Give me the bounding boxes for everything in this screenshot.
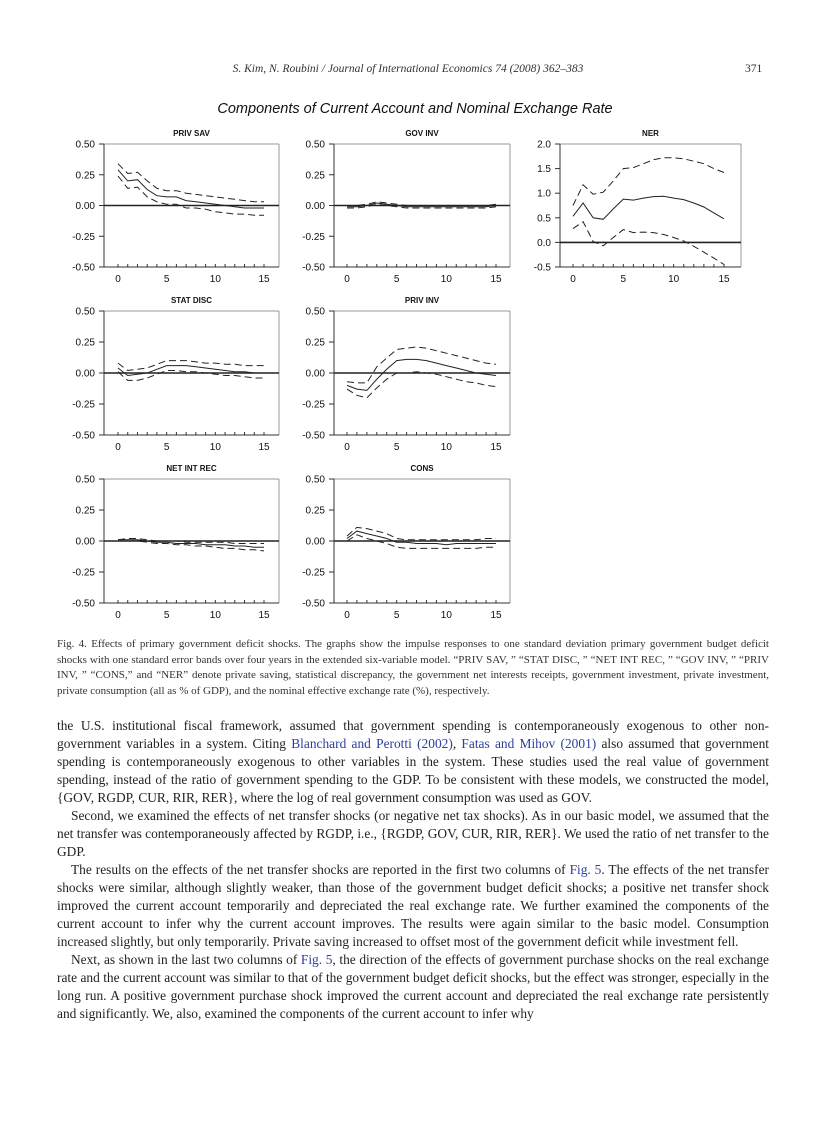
x-tick-label: 15: [490, 610, 502, 621]
y-tick-label: 0.25: [75, 170, 95, 182]
upper-band-line: [347, 527, 496, 539]
y-tick-label: 0.0: [537, 237, 551, 249]
y-tick-label: 0.5: [537, 213, 551, 225]
y-tick-label: 0.25: [305, 170, 325, 182]
x-tick-label: 10: [668, 274, 680, 285]
y-tick-label: -0.50: [302, 598, 325, 610]
y-tick-label: -0.5: [533, 262, 551, 274]
x-tick-label: 0: [344, 610, 350, 621]
citation-link[interactable]: Blanchard and Perotti (2002): [291, 736, 453, 751]
x-tick-label: 10: [440, 610, 452, 621]
y-tick-label: -0.25: [302, 567, 325, 579]
y-tick-label: -0.50: [72, 430, 95, 442]
response-line: [347, 531, 496, 545]
y-tick-label: 1.5: [537, 164, 551, 176]
panel-priv-inv: [302, 296, 510, 453]
panel-title: GOV INV: [405, 129, 439, 138]
y-tick-label: 0.00: [75, 201, 95, 212]
x-tick-label: 0: [344, 274, 350, 285]
y-tick-label: 0.00: [305, 201, 325, 212]
y-tick-label: 2.0: [537, 139, 551, 151]
body-text: [57, 717, 769, 1023]
x-tick-label: 5: [620, 274, 627, 285]
text: , the direction of the effects of government purchase shocks on the real exchange rate and the current account was similar to that of the government budget deficit shocks, but the effect was stronger, especially in the long run. A positive government purchase shock improved the current account and depreciated the real exchange rate persistently and significantly. We, also, examined the components of the current account to infer why: [57, 952, 769, 1021]
figure-caption: Fig. 4. Effects of primary government deficit shocks. The graphs show the impulse responses to one standard deviation primary government budget deficit shocks with one standard error bands over four years in the extended six-variable model. “PRIV SAV, ” “STAT DISC, ” “NET INT REC, ” “GOV INV, ” “PRIV INV, ” “CONS,” and “NER” denote private saving, statistical discrepancy, the government net interests receipts, government investment, private investment, private consumption (all as % of GDP), and the nominal effective exchange rate (%), respectively.: [57, 638, 769, 697]
y-tick-label: 0.50: [75, 306, 95, 318]
upper-band-line: [573, 158, 724, 206]
figure-link[interactable]: Fig. 5: [569, 862, 602, 877]
y-tick-label: -0.25: [302, 231, 325, 243]
text: . The effects of the net transfer shocks were similar, although slightly weaker, than those of the government budget deficit shocks; a positive net transfer shock improved the current account temporarily and depreciated the real exchange rate. We further examined the components of the current account to infer why the current account improves. The results were again similar to the basic model. Consumption increased slightly, but only temporarily. Private saving increased to offset most of the government deficit while investment fell.: [57, 862, 769, 949]
panel-title: PRIV SAV: [173, 129, 210, 138]
text: ,: [452, 736, 462, 751]
running-header: S. Kim, N. Roubini / Journal of International Economics 74 (2008) 362–383: [232, 63, 584, 75]
response-line: [347, 359, 496, 390]
x-tick-label: 10: [209, 274, 221, 285]
y-tick-label: 0.25: [75, 505, 95, 517]
x-tick-label: 10: [209, 442, 221, 453]
panel-stat-disc: [72, 296, 279, 453]
y-tick-label: -0.50: [72, 598, 95, 610]
x-tick-label: 5: [393, 610, 400, 621]
citation-link[interactable]: Fatas and Mihov (2001): [461, 736, 597, 751]
panel-cons: [302, 464, 510, 621]
x-tick-label: 10: [440, 274, 452, 285]
x-tick-label: 5: [393, 442, 400, 453]
x-tick-label: 0: [115, 274, 121, 285]
x-tick-label: 15: [258, 274, 270, 285]
panel-title: NER: [642, 129, 659, 138]
text: the U.S. institutional fiscal framework, assumed that government spending is contemporaneously exogenous to other non-government variables in a system. Citing: [57, 718, 769, 751]
x-tick-label: 15: [490, 274, 502, 285]
x-tick-label: 0: [344, 442, 350, 453]
y-tick-label: 0.50: [305, 306, 325, 318]
x-tick-label: 15: [490, 442, 502, 453]
y-tick-label: -0.50: [72, 262, 95, 274]
x-tick-label: 15: [258, 442, 270, 453]
panel-ner: [534, 129, 741, 285]
y-tick-label: 0.50: [75, 139, 95, 151]
x-tick-label: 15: [258, 610, 270, 621]
panel-title: NET INT REC: [166, 464, 217, 473]
paragraph-3: [57, 861, 769, 951]
response-line: [573, 196, 724, 219]
text: The results on the effects of the net transfer shocks are reported in the first two columns of: [71, 862, 570, 877]
page-number: 371: [745, 63, 763, 75]
panel-title: STAT DISC: [170, 296, 213, 305]
figure-title: Components of Current Account and Nominal Exchange Rate: [217, 101, 613, 117]
panel-title: CONS: [410, 464, 434, 473]
y-tick-label: -0.25: [72, 567, 95, 579]
text: Next, as shown in the last two columns of: [71, 952, 301, 967]
x-tick-label: 5: [163, 442, 170, 453]
panel-gov-inv: [302, 129, 510, 285]
y-tick-label: 0.50: [75, 474, 95, 486]
response-line: [118, 366, 264, 376]
y-tick-label: -0.25: [72, 231, 95, 243]
upper-band-line: [118, 361, 264, 371]
x-tick-label: 0: [115, 442, 121, 453]
paragraph-2: Second, we examined the effects of net transfer shocks (or negative net tax shocks). As in our basic model, we assumed that the net transfer was contemporaneously affected by RGDP, i.e., {RGDP, GOV, CUR, RIR, RER}. We used the ratio of net transfer to the GDP.: [57, 808, 769, 859]
y-tick-label: -0.25: [302, 399, 325, 411]
paragraph-1: [57, 717, 769, 807]
lower-band-line: [347, 372, 496, 398]
x-tick-label: 5: [163, 610, 170, 621]
paragraph-4: [57, 951, 769, 1023]
x-tick-label: 0: [570, 274, 576, 285]
x-tick-label: 10: [209, 610, 221, 621]
y-tick-label: 0.00: [75, 368, 95, 380]
panel-title: PRIV INV: [404, 296, 440, 305]
y-tick-label: 0.25: [305, 337, 325, 349]
y-tick-label: -0.50: [302, 430, 325, 442]
y-tick-label: 0.25: [305, 505, 325, 517]
y-tick-label: 0.25: [75, 337, 95, 349]
figure-link[interactable]: Fig. 5: [300, 952, 333, 967]
x-tick-label: 10: [440, 442, 452, 453]
x-tick-label: 5: [163, 274, 170, 285]
text: also assumed that government spending is contemporaneously exogenous to other variables in the system. These studies used the real value of government spending, instead of the ratio of government spending to the GDP. To be consistent with these models, we constructed the model, {GOV, RGDP, CUR, RIR, RER}, where the log of real government consumption was used as GOV.: [57, 736, 769, 805]
x-tick-label: 5: [393, 274, 400, 285]
y-tick-label: 0.00: [305, 536, 325, 548]
x-tick-label: 15: [718, 274, 730, 285]
y-tick-label: 0.50: [305, 474, 325, 486]
upper-band-line: [347, 347, 496, 383]
y-tick-label: 0.50: [305, 139, 325, 151]
y-tick-label: 0.00: [75, 536, 95, 548]
y-tick-label: 0.00: [305, 368, 325, 380]
panel-priv-sav: [72, 129, 279, 285]
y-tick-label: -0.50: [302, 262, 325, 274]
x-tick-label: 0: [115, 610, 121, 621]
y-tick-label: 1.0: [537, 188, 551, 200]
y-tick-label: -0.25: [72, 399, 95, 411]
panel-net-int-rec: [72, 464, 279, 621]
